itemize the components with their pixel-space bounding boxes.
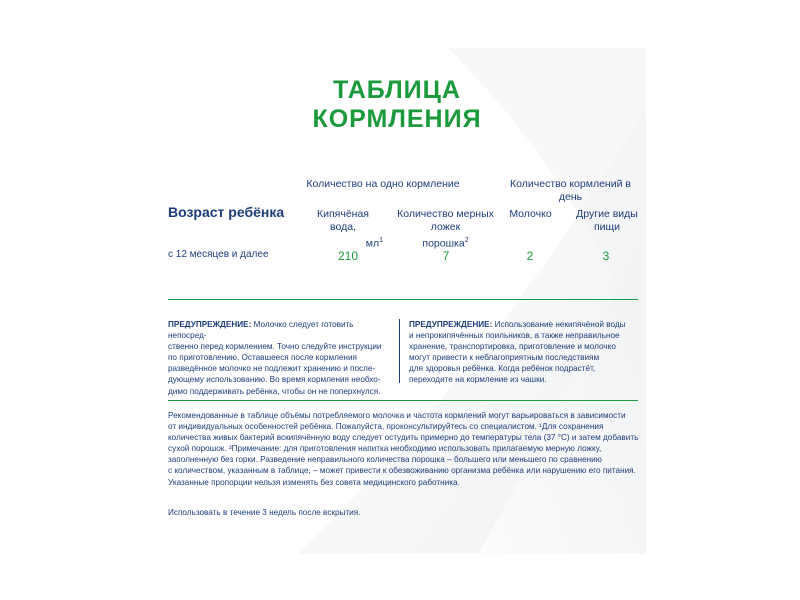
- notes-paragraph: [168, 410, 640, 488]
- col-header-scoops: [388, 208, 503, 251]
- warning-right-line: [409, 319, 641, 330]
- warning-right-label: ПРЕДУПРЕЖДЕНИЕ:: [409, 320, 493, 329]
- notes-line-4: заполненную без горки. Разведение неправильного количества порошка – большего или меньшего по сравнению: [168, 455, 602, 465]
- age-column-header: Возраст ребёнка: [168, 204, 285, 220]
- row-value-scoops: 7: [442, 249, 450, 263]
- col-header-water-unit: мл: [365, 237, 380, 250]
- footnote-2-marker: 2: [464, 237, 469, 244]
- warning-left: [168, 319, 393, 397]
- warning-left-text-5: димо поддерживать ребёнка, чтобы он не поперхнулся.: [168, 386, 381, 396]
- warning-right-text-5: переходите на кормление из чашки.: [409, 375, 547, 385]
- row-value-other-food: 3: [602, 249, 610, 263]
- col-header-water: [303, 208, 383, 251]
- col-header-scoops-line-1: Количество мерных ложек: [397, 208, 494, 233]
- row-value-water: 210: [337, 249, 359, 263]
- row-age-label: с 12 месяцев и далее: [168, 249, 269, 260]
- page-title-line-2: КОРМЛЕНИЯ: [312, 105, 482, 133]
- warning-right-text-1: и непрокипячённых поильников, а также неправильное: [409, 331, 620, 341]
- notes-line-1: от индивидуальных особенностей ребёнка. Пожалуйста, проконсультируйтесь со специалистом. ¹Для сохранения: [168, 422, 604, 432]
- divider-bottom: [168, 400, 638, 401]
- col-header-other-food: [576, 208, 638, 234]
- divider-top: [168, 299, 638, 300]
- page-title-line-1: ТАБЛИЦА: [333, 76, 461, 104]
- warning-right-text-2: хранение, транспортировка, приготовление и молочко: [409, 342, 616, 352]
- warning-right-text-3: могут привести к неблагоприятным последствиям: [409, 353, 600, 363]
- notes-line-3: сухой порошок. ²Примечание: для приготовления напитка необходимо использовать прилагаемую мерную ложку,: [168, 444, 602, 454]
- feeding-table-card: [148, 48, 646, 554]
- warning-left-text-2: по приготовлению. Оставшееся после кормления: [168, 353, 357, 363]
- notes-line-2: количества живых бактерий вскипячённую воду следует остудить примерно до температуры тела (37 °С) и затем добавить: [168, 433, 639, 443]
- warning-right-text-4: для здоровья ребёнка. Когда ребёнок подрастёт,: [409, 364, 596, 374]
- col-header-other-line-1: Другие виды: [576, 208, 638, 220]
- notes-line-0: Рекомендованные в таблице объёмы потребляемого молочка и частота кормлений могут варьироваться в зависимости: [168, 411, 626, 420]
- notes-line-5: с количеством, указанным в таблице, – может привести к обезвоживанию организма ребёнка или нарушению его питания.: [168, 466, 636, 476]
- col-header-water-label: Кипячёная вода,: [317, 208, 369, 233]
- row-value-milk: 2: [526, 249, 534, 263]
- col-header-other-line-2: пищи: [593, 221, 621, 233]
- warning-left-label: ПРЕДУПРЕЖДЕНИЕ:: [168, 320, 252, 329]
- warning-left-text-0: Молочко следует готовить непосред-: [168, 320, 354, 341]
- warnings-vertical-divider: [399, 319, 400, 383]
- group-header-per-feeding: Количество на одно кормление: [306, 178, 460, 190]
- warning-left-text-3: разведённое молочко не подлежит хранению и после-: [168, 364, 376, 374]
- warning-right: [409, 319, 641, 386]
- col-header-milk: Молочко: [509, 208, 552, 220]
- warning-left-text-1: ственно перед кормлением. Точно следуйте инструкции: [168, 342, 382, 352]
- shelf-life-note: Использовать в течение 3 недель после вскрытия.: [168, 508, 361, 517]
- warning-left-text-4: дующему использованию. Во время кормления необхо-: [168, 375, 381, 385]
- footnote-1-marker: 1: [379, 237, 383, 244]
- warning-left-line: [168, 319, 393, 341]
- group-header-per-day: Количество кормлений в день: [510, 178, 631, 203]
- col-header-scoops-line-2: порошка: [422, 237, 465, 250]
- notes-line-6: Указанные пропорции нельзя изменять без совета медицинского работника.: [168, 477, 460, 487]
- warning-right-text-0: Использование некипячёной воды: [492, 320, 626, 329]
